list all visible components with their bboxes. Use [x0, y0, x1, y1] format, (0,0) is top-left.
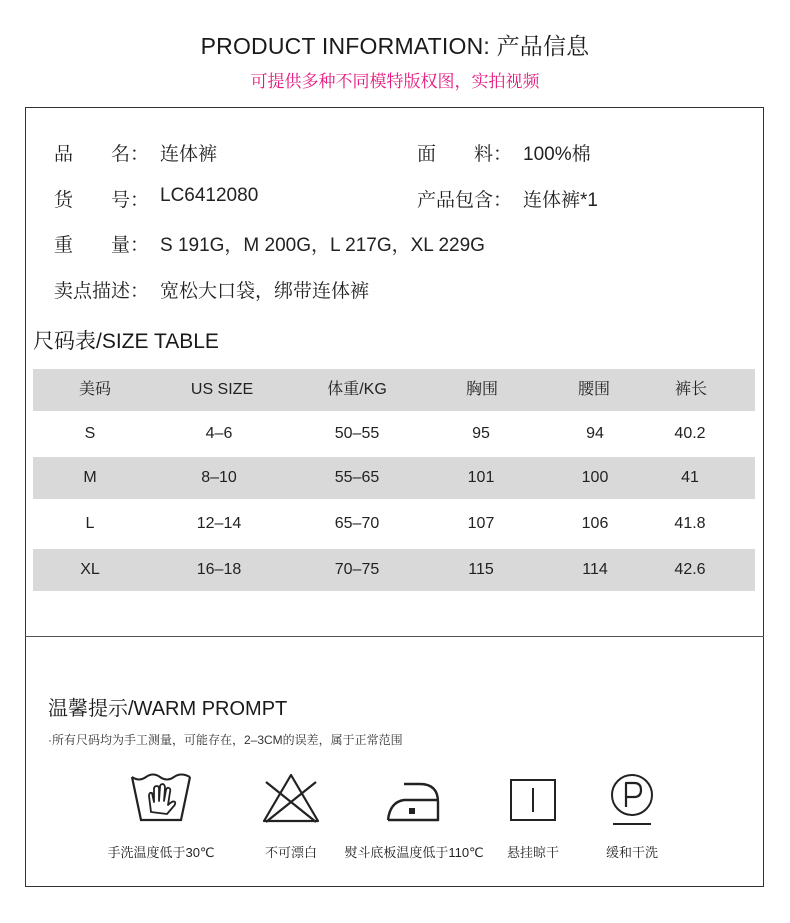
name-value: 连体裤	[160, 144, 218, 165]
table-row	[33, 411, 755, 457]
iron-low-icon	[384, 772, 444, 824]
table-header-cell: US SIZE	[190, 381, 254, 398]
package-value: 连体裤*1	[523, 190, 598, 211]
size-table	[33, 369, 755, 591]
table-header-cell: 胸围	[465, 381, 499, 398]
table-cell: 12–14	[196, 515, 242, 532]
table-cell: 55–65	[334, 469, 380, 486]
care-label: 悬挂晾干	[506, 845, 559, 860]
table-cell: M	[83, 469, 97, 486]
page-subtitle: 可提供多种不同模特版权图，实拍视频	[250, 72, 540, 91]
table-cell: 114	[582, 561, 608, 578]
fabric-label: 面 料：	[417, 144, 513, 165]
table-cell: XL	[80, 561, 100, 578]
page-title: PRODUCT INFORMATION: 产品信息	[200, 33, 590, 59]
table-row	[33, 457, 755, 499]
table-row	[33, 549, 755, 591]
table-cell: 8–10	[201, 469, 237, 486]
hand-wash-icon	[129, 772, 193, 824]
selling-label: 卖点描述：	[54, 281, 150, 302]
table-header-cell: 裤长	[674, 381, 708, 398]
table-cell: 4–6	[205, 425, 233, 442]
warm-prompt-title: 温馨提示/WARM PROMPT	[48, 698, 288, 720]
sku-value: LC6412080	[160, 185, 259, 206]
weight-value: S 191G，M 200G，L 217G，XL 229G	[160, 235, 485, 256]
table-cell: 115	[468, 561, 494, 578]
frame-divider	[25, 636, 764, 637]
care-label: 手洗温度低于30℃	[107, 845, 215, 860]
table-cell: 50–55	[334, 425, 380, 442]
dry-clean-p-icon	[607, 772, 657, 828]
table-cell: S	[84, 425, 96, 442]
name-label: 品 名：	[54, 144, 150, 165]
size-table-title: 尺码表/SIZE TABLE	[33, 330, 219, 353]
table-cell: 101	[467, 469, 495, 486]
table-cell: 65–70	[334, 515, 380, 532]
table-cell: 100	[581, 469, 609, 486]
care-label: 熨斗底板温度低于110℃	[344, 845, 484, 860]
table-header-cell: 体重/KG	[327, 381, 387, 398]
table-cell: 106	[581, 515, 609, 532]
table-header-cell: 腰围	[577, 381, 611, 398]
table-cell: 41.8	[674, 515, 706, 532]
table-cell: 94	[586, 425, 604, 442]
care-label: 不可漂白	[264, 845, 317, 860]
warm-prompt-note: ·所有尺码均为手工测量，可能存在，2–3CM的误差，属于正常范围	[48, 733, 403, 747]
care-item-dry-clean	[557, 772, 707, 860]
table-row	[33, 499, 755, 549]
table-header-cell: 美码	[78, 381, 112, 398]
table-cell: 16–18	[196, 561, 242, 578]
table-cell: 70–75	[334, 561, 380, 578]
weight-label: 重 量：	[54, 235, 150, 256]
table-cell: 95	[472, 425, 490, 442]
table-cell: 42.6	[674, 561, 706, 578]
care-item-hand-wash	[86, 772, 236, 860]
sku-label: 货 号：	[54, 190, 150, 211]
table-header-row	[33, 369, 755, 411]
table-cell: 40.2	[674, 425, 706, 442]
table-cell: 107	[467, 515, 495, 532]
no-bleach-icon	[261, 772, 321, 824]
line-dry-icon	[508, 772, 558, 824]
care-label: 缓和干洗	[605, 845, 658, 860]
table-cell: L	[85, 515, 95, 532]
selling-value: 宽松大口袋，绑带连体裤	[160, 281, 370, 302]
table-cell: 41	[681, 469, 699, 486]
fabric-value: 100%棉	[523, 144, 591, 165]
package-label: 产品包含：	[417, 190, 513, 211]
